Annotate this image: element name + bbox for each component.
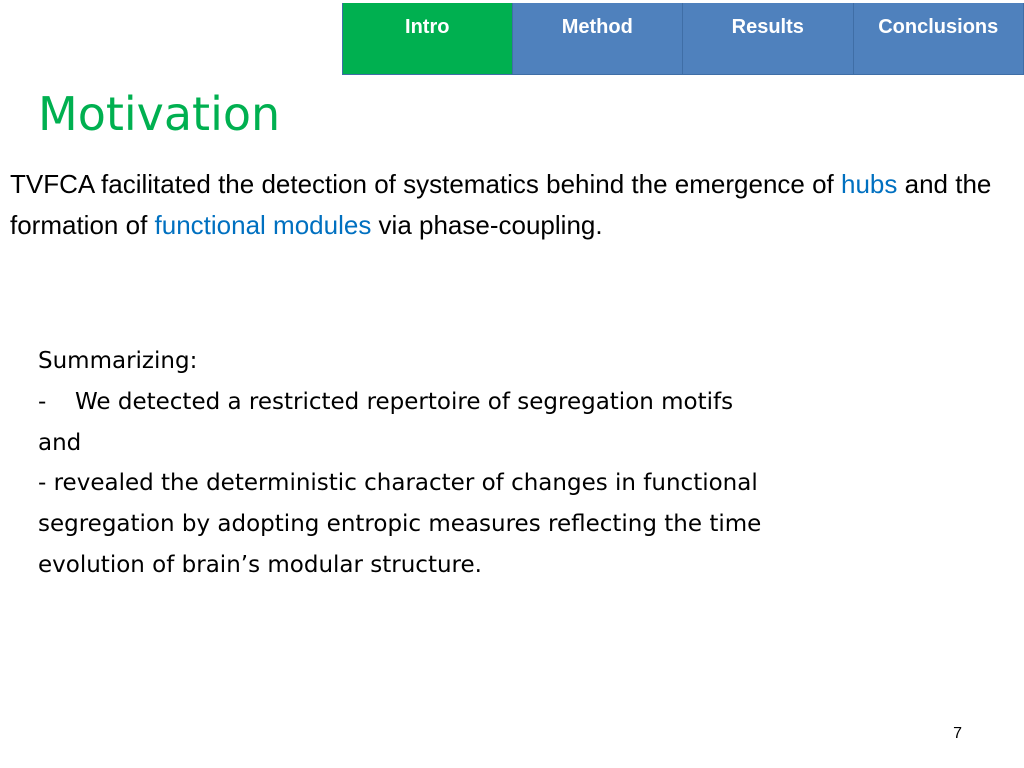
summary-bullet-text: We detected a restricted repertoire of segregation motifs — [75, 388, 734, 415]
summary-bullet — [38, 382, 928, 423]
highlight-functional-modules: functional modules — [154, 210, 372, 240]
slide-title: Motivation — [38, 87, 281, 141]
intro-text-part-3: via phase-coupling. — [371, 210, 603, 240]
intro-paragraph — [10, 164, 1010, 246]
tab-intro[interactable]: Intro — [342, 3, 513, 75]
section-nav — [342, 3, 1024, 75]
bullet-dash: - — [38, 388, 47, 415]
summary-connector: and — [38, 429, 82, 456]
tab-conclusions[interactable]: Conclusions — [854, 3, 1024, 75]
intro-text-part-1: TVFCA facilitated the detection of systematics behind the emergence of — [10, 169, 841, 199]
tab-results[interactable]: Results — [683, 3, 854, 75]
summary-line-2: - revealed the deterministic character of changes in functional — [38, 470, 758, 497]
summary-block — [38, 341, 928, 586]
summary-line-3: segregation by adopting entropic measures reflecting the time — [38, 511, 762, 538]
page-number: 7 — [953, 725, 962, 742]
summary-heading: Summarizing: — [38, 348, 198, 374]
highlight-hubs: hubs — [841, 169, 898, 199]
intro-text-part-2: and the formation of — [10, 169, 992, 240]
tab-method[interactable]: Method — [513, 3, 684, 75]
summary-line-4: evolution of brain’s modular structure. — [38, 551, 482, 578]
